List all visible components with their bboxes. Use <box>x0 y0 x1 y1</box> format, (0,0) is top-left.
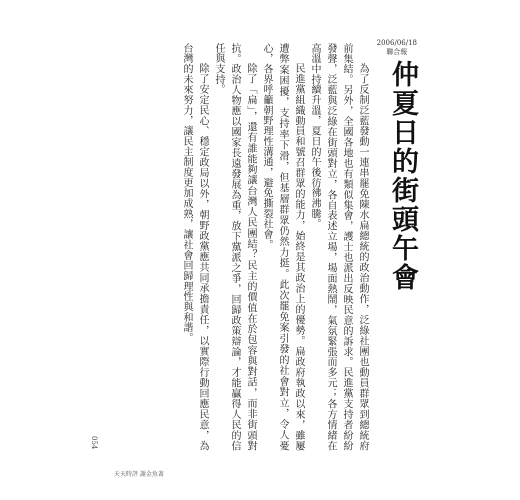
paragraph: 除了安定民心、穩定政局以外，朝野政黨應共同承擔責任，以實際行動回應民意，為台灣的未來努力，讓民主制度更加成熟，讓社會回歸理性與和諧。 <box>181 43 208 451</box>
article-title: 仲夏日的街頭午會 <box>387 60 418 292</box>
paragraph: 為了反制泛藍發動一連串罷免陳水扁總統的政治動作，泛綠社團也動員群眾到總統府前集結。另外，全國各地也有類似集會，護士也派出反映民意的訴求。民進黨支持者紛紛發聲，泛藍與泛綠在街頭對立，各自表述立場，場面熱鬧，氣氛緊張而多元；各方情緒在高溫中持續升溫，夏日的午後彷彿沸騰。 <box>309 43 368 451</box>
running-footer: 天天時評 謝金魚著 <box>114 471 164 478</box>
paragraph: 民進黨組織動員和號召群眾的能力，始終是其政治上的優勢。扁政府執政以來，雖屢遭弊案困擾，支持率下滑，但基層群眾仍然力挺。此次罷免案引發的社會對立，令人憂心，各界呼籲朝野理性溝通，避免撕裂社會。 <box>261 43 304 451</box>
newspaper-name: 聯合報 <box>386 48 408 56</box>
article-body <box>112 43 370 451</box>
paragraph: 除了「扁」，還有誰能夠讓台灣人民團結？民主的價值在於包容與對話，而非街頭對抗。政治人物應以國家長遠發展為重，放下黨派之爭，回歸政策辯論，才能贏得人民的信任與支持。 <box>213 43 256 451</box>
page-number: 054 <box>90 436 98 450</box>
article-source <box>377 39 417 57</box>
article-date: 2006/06/18 <box>376 39 417 47</box>
